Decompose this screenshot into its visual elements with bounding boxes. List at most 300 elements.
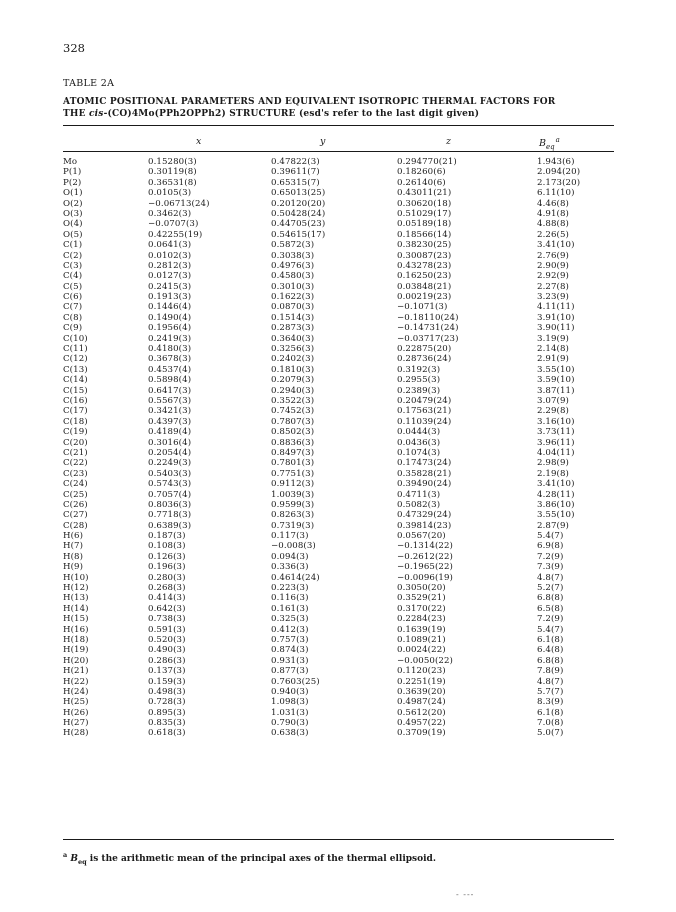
cell-x: 0.3462(3) (148, 208, 192, 219)
table-label: TABLE 2A (63, 78, 115, 89)
cell-z: 0.38230(25) (397, 240, 452, 251)
table-row (0, 302, 676, 312)
cell-atom: C(27) (63, 510, 88, 521)
cell-y: 0.9599(3) (271, 499, 315, 510)
cell-x: 0.490(3) (148, 645, 186, 656)
table-row (0, 541, 676, 551)
cell-z: 0.00219(23) (397, 292, 452, 303)
cell-y: 0.325(3) (271, 614, 309, 625)
cell-z: 0.17473(24) (397, 458, 452, 469)
cell-atom: C(9) (63, 323, 83, 334)
cell-x: 0.286(3) (148, 655, 186, 666)
cell-y: 0.3038(3) (271, 250, 315, 261)
cell-beq: 4.8(7) (537, 676, 564, 687)
cell-z: 0.11039(24) (397, 416, 452, 427)
table-row (0, 251, 676, 261)
cell-atom: C(23) (63, 468, 88, 479)
table-row (0, 209, 676, 219)
table-row (0, 521, 676, 531)
cell-atom: H(21) (63, 666, 89, 677)
cell-z: 0.0567(20) (397, 531, 446, 542)
cell-x: 0.591(3) (148, 624, 186, 635)
cell-y: 0.0870(3) (271, 302, 315, 313)
table-row (0, 635, 676, 645)
cell-x: 0.36531(8) (148, 177, 197, 188)
cell-x: 0.1956(4) (148, 323, 192, 334)
cell-atom: H(15) (63, 614, 89, 625)
cell-z: 0.0444(3) (397, 427, 441, 438)
cell-beq: 2.87(9) (537, 520, 570, 531)
cell-x: −0.0707(3) (148, 219, 199, 230)
cell-atom: C(7) (63, 302, 83, 313)
cell-y: 0.2873(3) (271, 323, 315, 334)
cell-x: 0.5898(4) (148, 375, 192, 386)
cell-atom: C(18) (63, 416, 88, 427)
cell-x: 0.642(3) (148, 603, 186, 614)
cell-z: 0.05189(18) (397, 219, 452, 230)
cell-atom: O(5) (63, 229, 83, 240)
cell-x: 0.5567(3) (148, 395, 192, 406)
cell-z: 0.28736(24) (397, 354, 452, 365)
cell-z: 0.3050(20) (397, 583, 446, 594)
cell-z: 0.18566(14) (397, 229, 452, 240)
cell-x: 0.3016(4) (148, 437, 192, 448)
table-row (0, 386, 676, 396)
cell-x: 0.187(3) (148, 531, 186, 542)
cell-y: 0.3256(3) (271, 344, 315, 355)
table-row (0, 562, 676, 572)
cell-atom: C(11) (63, 344, 88, 355)
cell-atom: Mo (63, 157, 78, 167)
cell-y: 0.1514(3) (271, 312, 315, 323)
cell-beq: 4.46(8) (537, 198, 570, 209)
cell-z: 0.2284(23) (397, 614, 446, 625)
table-row (0, 323, 676, 333)
cell-y: 0.2940(3) (271, 385, 315, 396)
cell-z: 0.3639(20) (397, 686, 446, 697)
cell-atom: C(26) (63, 499, 88, 510)
table-row (0, 728, 676, 738)
cell-atom: H(22) (63, 676, 89, 687)
cell-beq: 4.8(7) (537, 572, 564, 583)
cell-beq: 5.7(7) (537, 686, 564, 697)
table-row (0, 167, 676, 177)
cell-atom: C(21) (63, 447, 88, 458)
cell-z: 0.51029(17) (397, 208, 452, 219)
footnote-symbol: B (70, 854, 78, 864)
cell-beq: 6.8(8) (537, 655, 564, 666)
cell-atom: C(1) (63, 240, 83, 251)
cell-x: 0.738(3) (148, 614, 186, 625)
cell-x: 0.1446(4) (148, 302, 192, 313)
cell-beq: 5.4(7) (537, 531, 564, 542)
cell-x: 0.835(3) (148, 718, 186, 729)
cell-x: 0.618(3) (148, 728, 186, 739)
cell-x: 0.4537(4) (148, 364, 192, 375)
cell-atom: C(16) (63, 395, 88, 406)
table-caption (63, 96, 623, 120)
cell-y: 0.3010(3) (271, 281, 315, 292)
page-number: 328 (63, 41, 85, 55)
cell-y: 1.098(3) (271, 697, 309, 708)
cell-x: 0.4189(4) (148, 427, 192, 438)
header-bottom-rule (63, 151, 614, 152)
cell-beq: 3.96(11) (537, 437, 575, 448)
cell-y: 0.3522(3) (271, 395, 315, 406)
beq-subscript: eq (545, 143, 555, 152)
cell-atom: C(12) (63, 354, 88, 365)
cell-beq: 3.91(10) (537, 312, 575, 323)
cell-y: 0.940(3) (271, 686, 309, 697)
cell-beq: 5.4(7) (537, 624, 564, 635)
cell-z: −0.1965(22) (397, 562, 454, 573)
cell-atom: P(1) (63, 167, 82, 178)
column-header-z: z (446, 136, 452, 147)
cell-y: 0.5872(3) (271, 240, 315, 251)
table-row (0, 708, 676, 718)
cell-x: 0.15280(3) (148, 157, 197, 167)
cell-atom: H(20) (63, 655, 89, 666)
cell-atom: O(4) (63, 219, 83, 230)
cell-x: 0.498(3) (148, 686, 186, 697)
cell-x: 0.3421(3) (148, 406, 192, 417)
cell-beq: 3.87(11) (537, 385, 575, 396)
cell-x: 0.280(3) (148, 572, 186, 583)
cell-y: 0.8502(3) (271, 427, 315, 438)
cell-beq: 2.094(20) (537, 167, 581, 178)
table-row (0, 510, 676, 520)
cell-y: 0.790(3) (271, 718, 309, 729)
cell-z: −0.0050(22) (397, 655, 454, 666)
table-row (0, 469, 676, 479)
cell-z: 0.03848(21) (397, 281, 452, 292)
cell-x: 0.0102(3) (148, 250, 192, 261)
cell-x: 0.7718(3) (148, 510, 192, 521)
caption-line-1: ATOMIC POSITIONAL PARAMETERS AND EQUIVALENT ISOTROPIC THERMAL FACTORS FOR (63, 97, 556, 107)
cell-beq: 3.55(10) (537, 510, 575, 521)
cell-x: 0.7057(4) (148, 489, 192, 500)
table-row (0, 365, 676, 375)
cell-atom: H(13) (63, 593, 89, 604)
cell-z: 0.4987(24) (397, 697, 446, 708)
cell-y: 0.54615(17) (271, 229, 326, 240)
cell-x: 0.42255(19) (148, 229, 203, 240)
caption-post: -(CO)4Mo(PPh2OPPh2) STRUCTURE (esd's refer to the last digit given) (103, 109, 480, 119)
table-row (0, 593, 676, 603)
table-row (0, 219, 676, 229)
table-row (0, 261, 676, 271)
cell-z: −0.14731(24) (397, 323, 459, 334)
cell-z: 0.26140(6) (397, 177, 446, 188)
column-header-x: x (196, 136, 202, 147)
cell-beq: 3.41(10) (537, 240, 575, 251)
cell-x: 0.0105(3) (148, 188, 192, 199)
cell-y: 0.223(3) (271, 583, 309, 594)
cell-atom: H(14) (63, 603, 89, 614)
cell-x: 0.414(3) (148, 593, 186, 604)
cell-x: 0.4397(3) (148, 416, 192, 427)
cell-z: 0.17563(21) (397, 406, 452, 417)
table-row (0, 282, 676, 292)
table-bottom-rule (63, 839, 614, 840)
cell-beq: 4.04(11) (537, 447, 575, 458)
table-top-rule (63, 125, 614, 126)
cell-atom: H(18) (63, 634, 89, 645)
cell-z: 0.2251(19) (397, 676, 446, 687)
cell-y: 0.931(3) (271, 655, 309, 666)
cell-atom: C(15) (63, 385, 88, 396)
cell-beq: 6.1(8) (537, 634, 564, 645)
cell-x: 0.196(3) (148, 562, 186, 573)
table-row (0, 697, 676, 707)
table-row (0, 292, 676, 302)
table-row (0, 604, 676, 614)
cell-atom: C(4) (63, 271, 83, 282)
cell-x: 0.4180(3) (148, 344, 192, 355)
cell-atom: H(19) (63, 645, 89, 656)
cell-beq: 2.92(9) (537, 271, 570, 282)
cell-atom: O(3) (63, 208, 83, 219)
cell-beq: 4.88(8) (537, 219, 570, 230)
table-row (0, 334, 676, 344)
cell-atom: C(2) (63, 250, 83, 261)
table-row (0, 583, 676, 593)
table-row (0, 240, 676, 250)
cell-x: 0.5743(3) (148, 479, 192, 490)
cell-beq: 7.2(9) (537, 614, 564, 625)
beq-superscript: a (555, 136, 560, 144)
cell-x: −0.06713(24) (148, 198, 210, 209)
cell-atom: C(20) (63, 437, 88, 448)
cell-z: 0.20479(24) (397, 395, 452, 406)
table-row (0, 625, 676, 635)
table-row (0, 417, 676, 427)
cell-y: 0.7751(3) (271, 468, 315, 479)
cell-x: 0.2249(3) (148, 458, 192, 469)
cell-y: 0.094(3) (271, 551, 309, 562)
cell-y: 0.1810(3) (271, 364, 315, 375)
footnote (63, 851, 436, 866)
cell-atom: C(17) (63, 406, 88, 417)
cell-beq: 5.0(7) (537, 728, 564, 739)
cell-z: 0.0024(22) (397, 645, 446, 656)
cell-y: 0.2402(3) (271, 354, 315, 365)
cell-z: −0.18110(24) (397, 312, 459, 323)
cell-y: 0.65013(25) (271, 188, 326, 199)
cell-beq: 3.86(10) (537, 499, 575, 510)
table-row (0, 188, 676, 198)
bottom-mark: - --- (456, 890, 475, 899)
table-row (0, 687, 676, 697)
cell-beq: 7.2(9) (537, 551, 564, 562)
cell-y: 0.20120(20) (271, 198, 326, 209)
cell-y: 0.3640(3) (271, 333, 315, 344)
cell-z: 0.43011(21) (397, 188, 452, 199)
table-row (0, 656, 676, 666)
cell-z: 0.3709(19) (397, 728, 446, 739)
cell-atom: C(28) (63, 520, 88, 531)
caption-italic: cis (89, 109, 104, 119)
cell-z: −0.1314(22) (397, 541, 454, 552)
cell-x: 0.5403(3) (148, 468, 192, 479)
footnote-text: is the arithmetic mean of the principal axes of the thermal ellipsoid. (86, 854, 436, 864)
footnote-subscript: eq (77, 857, 87, 866)
cell-beq: 3.19(9) (537, 333, 570, 344)
cell-beq: 7.3(9) (537, 562, 564, 573)
cell-beq: 4.91(8) (537, 208, 570, 219)
cell-x: 0.137(3) (148, 666, 186, 677)
beq-symbol: B (539, 138, 546, 150)
cell-atom: H(16) (63, 624, 89, 635)
cell-x: 0.268(3) (148, 583, 186, 594)
table-row (0, 375, 676, 385)
cell-z: 0.3529(21) (397, 593, 446, 604)
cell-z: 0.2389(3) (397, 385, 441, 396)
cell-beq: 3.23(9) (537, 292, 570, 303)
cell-beq: 6.11(10) (537, 188, 575, 199)
cell-y: 0.4614(24) (271, 572, 320, 583)
cell-atom: H(7) (63, 541, 84, 552)
cell-beq: 8.3(9) (537, 697, 564, 708)
cell-z: 0.3192(3) (397, 364, 441, 375)
cell-beq: 1.943(6) (537, 157, 575, 167)
cell-y: 1.0039(3) (271, 489, 315, 500)
cell-z: 0.1639(19) (397, 624, 446, 635)
cell-atom: H(10) (63, 572, 89, 583)
cell-y: 0.1622(3) (271, 292, 315, 303)
cell-beq: 2.98(9) (537, 458, 570, 469)
cell-beq: 5.2(7) (537, 583, 564, 594)
cell-z: −0.0096(19) (397, 572, 454, 583)
caption-pre: THE (63, 109, 89, 119)
cell-atom: H(28) (63, 728, 89, 739)
cell-atom: C(5) (63, 281, 83, 292)
cell-y: 1.031(3) (271, 707, 309, 718)
cell-y: 0.757(3) (271, 634, 309, 645)
cell-atom: H(27) (63, 718, 89, 729)
cell-beq: 6.4(8) (537, 645, 564, 656)
cell-beq: 2.19(8) (537, 468, 570, 479)
cell-x: 0.3678(3) (148, 354, 192, 365)
cell-z: 0.3170(22) (397, 603, 446, 614)
cell-beq: 2.26(5) (537, 229, 570, 240)
cell-x: 0.0641(3) (148, 240, 192, 251)
cell-y: 0.877(3) (271, 666, 309, 677)
cell-y: −0.008(3) (271, 541, 316, 552)
table-body (0, 157, 676, 739)
cell-beq: 6.5(8) (537, 603, 564, 614)
table-row (0, 344, 676, 354)
cell-beq: 3.16(10) (537, 416, 575, 427)
table-row (0, 438, 676, 448)
cell-y: 0.44705(23) (271, 219, 326, 230)
cell-z: 0.2955(3) (397, 375, 441, 386)
cell-beq: 2.76(9) (537, 250, 570, 261)
table-row (0, 271, 676, 281)
cell-x: 0.2054(4) (148, 447, 192, 458)
cell-beq: 3.73(11) (537, 427, 575, 438)
cell-beq: 2.29(8) (537, 406, 570, 417)
cell-beq: 2.14(8) (537, 344, 570, 355)
cell-y: 0.116(3) (271, 593, 309, 604)
cell-atom: C(6) (63, 292, 83, 303)
cell-x: 0.1490(4) (148, 312, 192, 323)
cell-atom: O(1) (63, 188, 83, 199)
cell-y: 0.874(3) (271, 645, 309, 656)
cell-y: 0.7452(3) (271, 406, 315, 417)
cell-beq: 7.0(8) (537, 718, 564, 729)
cell-beq: 2.27(8) (537, 281, 570, 292)
table-row (0, 479, 676, 489)
column-header-y: y (320, 136, 326, 147)
cell-atom: C(25) (63, 489, 88, 500)
cell-z: −0.2612(22) (397, 551, 454, 562)
cell-y: 0.117(3) (271, 531, 309, 542)
table-row (0, 313, 676, 323)
cell-y: 0.9112(3) (271, 479, 315, 490)
cell-x: 0.159(3) (148, 676, 186, 687)
table-row (0, 531, 676, 541)
cell-z: 0.5082(3) (397, 499, 441, 510)
cell-beq: 3.90(11) (537, 323, 575, 334)
cell-x: 0.0127(3) (148, 271, 192, 282)
table-row (0, 490, 676, 500)
table-row (0, 666, 676, 676)
cell-z: 0.43278(23) (397, 260, 452, 271)
cell-atom: H(24) (63, 686, 89, 697)
cell-y: 0.412(3) (271, 624, 309, 635)
cell-atom: C(10) (63, 333, 88, 344)
cell-x: 0.8036(3) (148, 499, 192, 510)
cell-z: 0.294770(21) (397, 157, 457, 167)
cell-atom: H(12) (63, 583, 89, 594)
cell-x: 0.2812(3) (148, 260, 192, 271)
cell-x: 0.1913(3) (148, 292, 192, 303)
cell-z: 0.35828(21) (397, 468, 452, 479)
cell-beq: 2.90(9) (537, 260, 570, 271)
cell-z: 0.22875(20) (397, 344, 452, 355)
cell-y: 0.8836(3) (271, 437, 315, 448)
cell-y: 0.336(3) (271, 562, 309, 573)
table-row (0, 178, 676, 188)
cell-atom: H(6) (63, 531, 84, 542)
cell-beq: 6.9(8) (537, 541, 564, 552)
cell-y: 0.65315(7) (271, 177, 320, 188)
cell-beq: 3.55(10) (537, 364, 575, 375)
cell-x: 0.126(3) (148, 551, 186, 562)
caption-line-2 (63, 108, 623, 120)
cell-z: 0.5612(20) (397, 707, 446, 718)
cell-beq: 2.173(20) (537, 177, 581, 188)
cell-atom: H(26) (63, 707, 89, 718)
cell-y: 0.4580(3) (271, 271, 315, 282)
cell-z: 0.39490(24) (397, 479, 452, 490)
cell-atom: C(24) (63, 479, 88, 490)
table-row (0, 230, 676, 240)
cell-beq: 2.91(9) (537, 354, 570, 365)
cell-beq: 4.11(11) (537, 302, 575, 313)
cell-atom: C(13) (63, 364, 88, 375)
cell-y: 0.7603(25) (271, 676, 320, 687)
cell-y: 0.8263(3) (271, 510, 315, 521)
cell-x: 0.895(3) (148, 707, 186, 718)
cell-y: 0.39611(7) (271, 167, 320, 178)
table-row (0, 427, 676, 437)
cell-beq: 6.1(8) (537, 707, 564, 718)
cell-y: 0.7807(3) (271, 416, 315, 427)
cell-y: 0.4976(3) (271, 260, 315, 271)
cell-atom: O(2) (63, 198, 83, 209)
